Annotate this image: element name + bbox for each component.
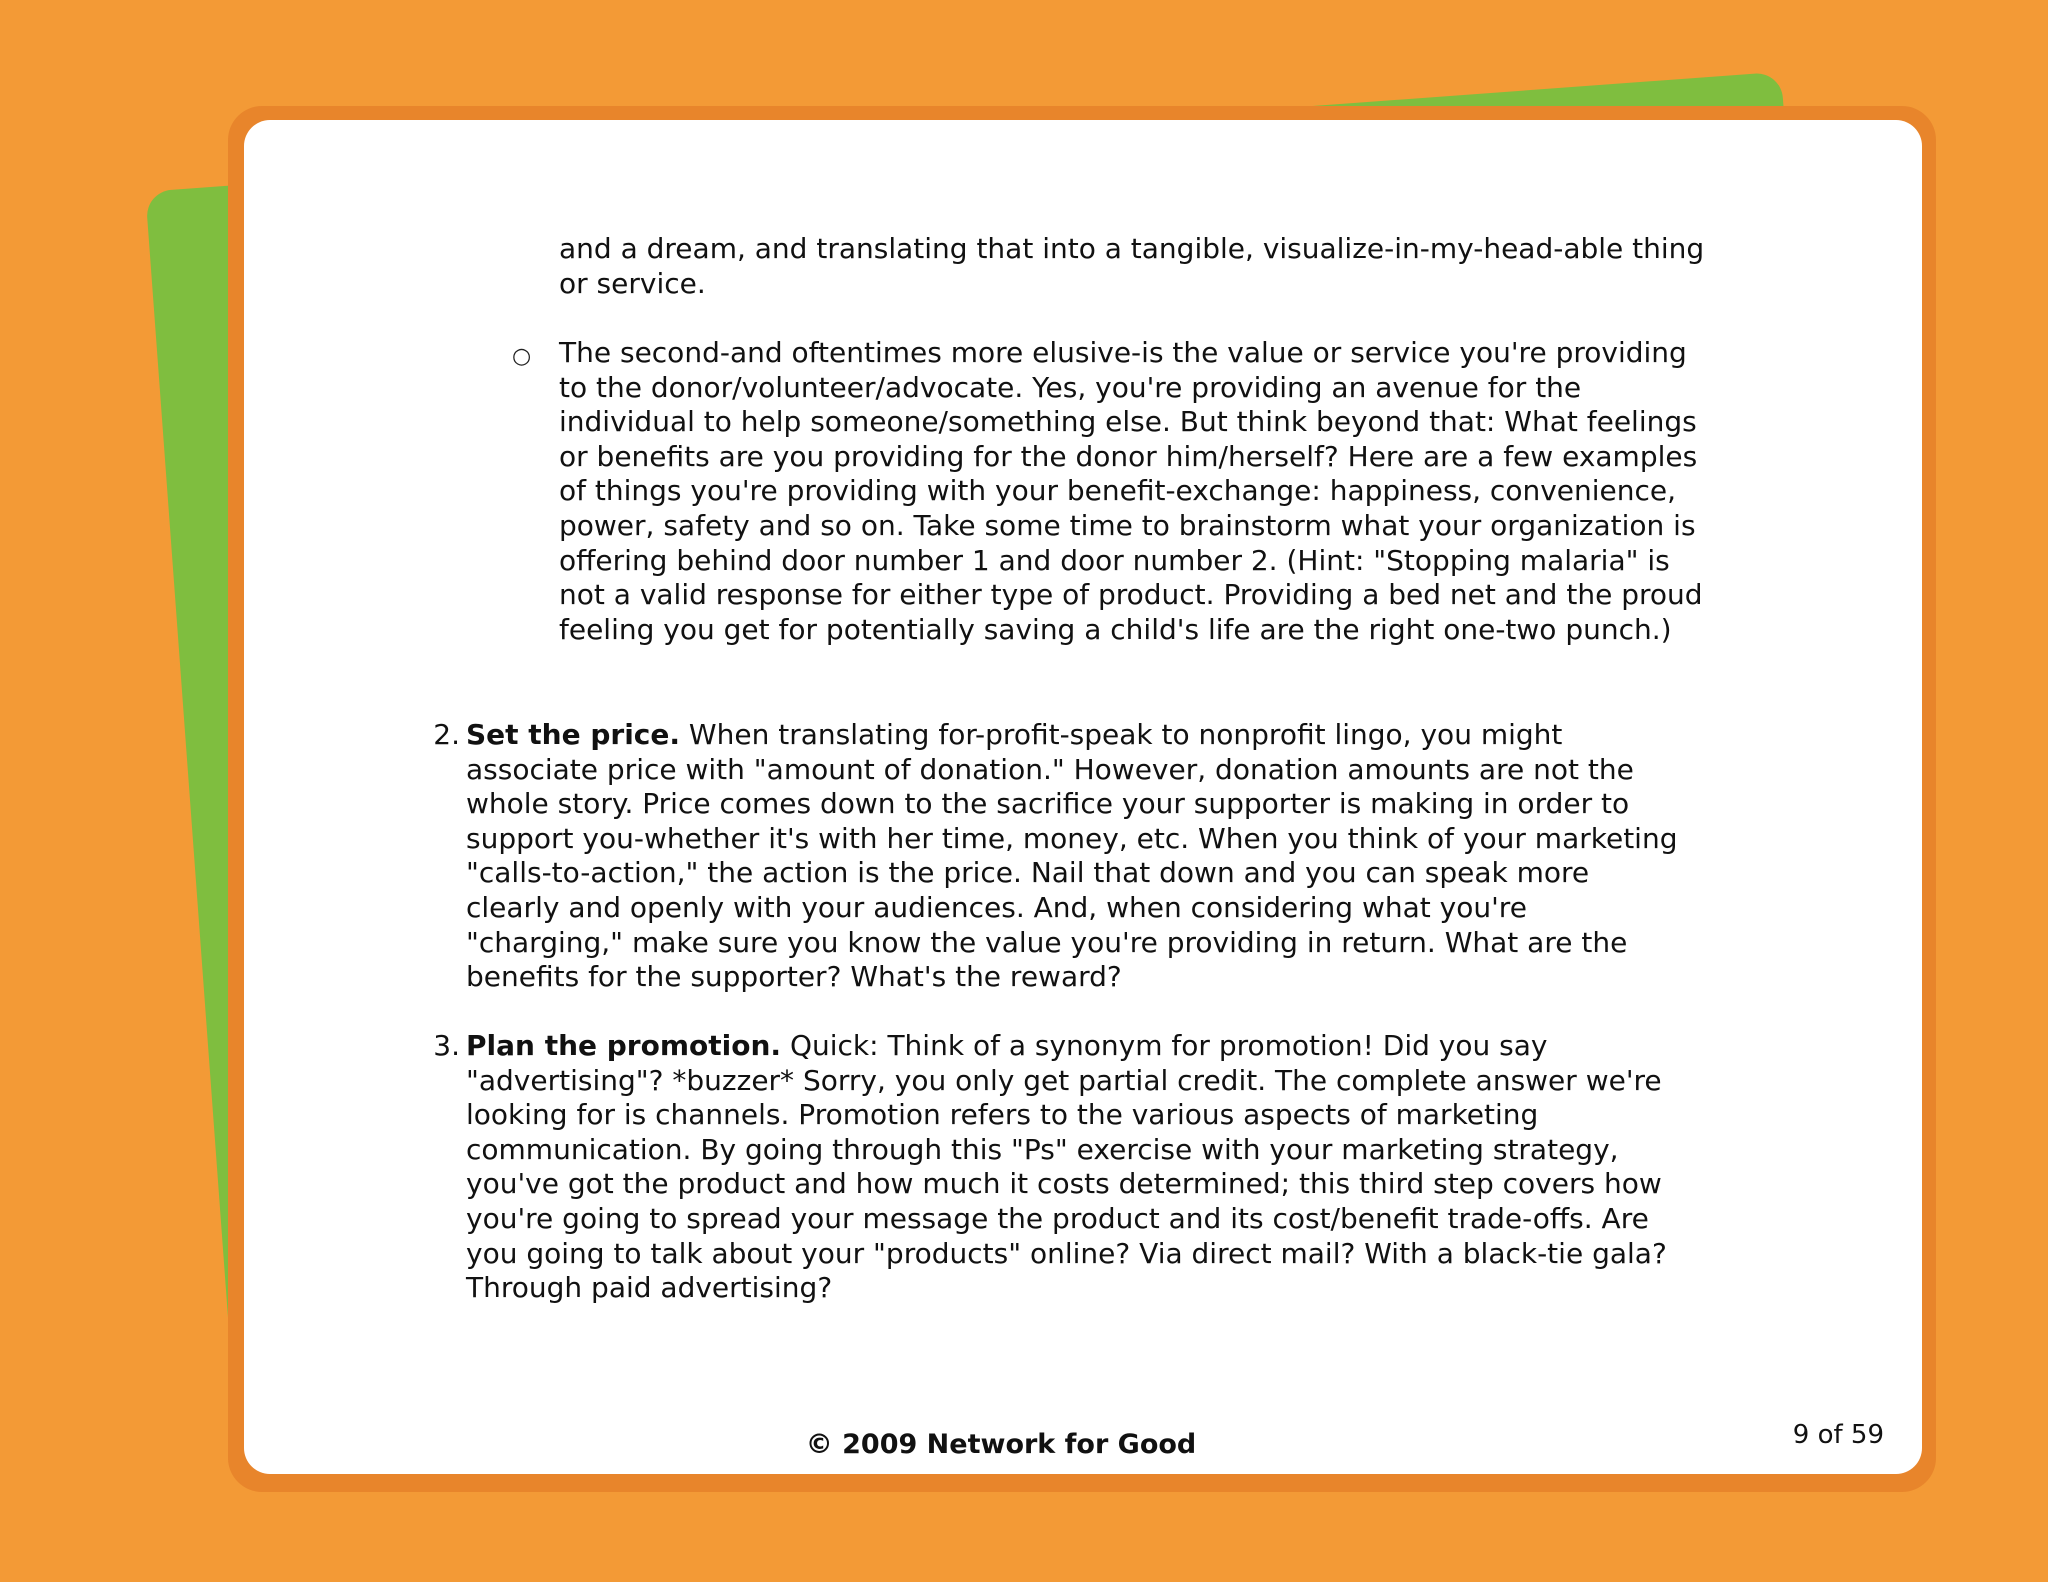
list-item-plan-promotion: [466, 1029, 1686, 1306]
list-number-2: 2.: [433, 718, 460, 751]
subitem-continuation-text: and a dream, and translating that into a tangible, visualize-in-my-head-able thing or service.: [559, 232, 1705, 300]
page-number: 9 of 59: [1792, 1420, 1884, 1450]
list-item-body: Quick: Think of a synonym for promotion! Did you say "advertising"? *buzzer* Sorry, you only get partial credit. The complete answer we're looking for is channels. Promotion refers to the various aspects of marketing communication. By going through this "Ps" exercise with your marketing strategy, you've got the product and how much it costs determined; this third step covers how you're going to spread your message the product and its cost/benefit trade-offs. Are you going to talk about your "products" online? Via direct mail? With a black-tie gala? Through paid advertising?: [466, 1029, 1667, 1305]
list-item-set-price: [466, 718, 1686, 995]
subitem-text: The second-and oftentimes more elusive-is the value or service you're providing to the donor/volunteer/advocate. Yes, you're providing an avenue for the individual to help someone/something else. But think beyond that: What feelings or benefits are you providing for the donor him/herself? Here are a few examples of things you're providing with your benefit-exchange: happiness, convenience, power, safety and so on. Take some time to brainstorm what your organization is offering behind door number 1 and door number 2. (Hint: "Stopping malaria" is not a valid response for either type of product. Providing a bed net and the proud feeling you get for potentially saving a child's life are the right one-two punch.): [559, 336, 1703, 646]
hollow-bullet-icon: ○: [512, 344, 532, 369]
list-number-3: 3.: [433, 1029, 460, 1062]
list-item-heading: Plan the promotion.: [466, 1029, 782, 1062]
page-content: [244, 120, 1922, 1474]
copyright-footer: © 2009 Network for Good: [805, 1429, 1197, 1460]
document-page: [244, 120, 1922, 1474]
list-item-heading: Set the price.: [466, 718, 681, 751]
list-item-body: When translating for-profit-speak to nonprofit lingo, you might associate price with "amount of donation." However, donation amounts are not the whole story. Price comes down to the sacrifice your supporter is making in order to support you-whether it's with her time, money, etc. When you think of your marketing "calls-to-action," the action is the price. Nail that down and you can speak more clearly and openly with your audiences. And, when considering what you're "charging," make sure you know the value you're providing in return. What are the benefits for the supporter? What's the reward?: [466, 718, 1678, 994]
